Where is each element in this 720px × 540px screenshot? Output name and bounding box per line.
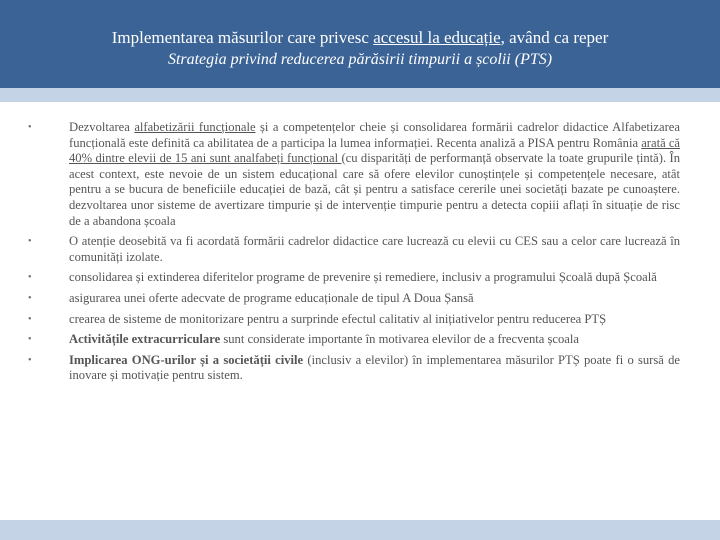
- list-item: [28, 291, 680, 307]
- bullet-icon: •: [28, 292, 32, 304]
- list-item: [28, 270, 680, 286]
- list-item: [28, 353, 680, 384]
- title-part-2: , având ca reper: [500, 28, 609, 47]
- bullet-icon: •: [28, 334, 32, 346]
- link-functional-literacy[interactable]: alfabetizării funcționale: [134, 120, 256, 134]
- content-body: [28, 120, 680, 389]
- list-item: [28, 312, 680, 328]
- bullet-icon: •: [28, 122, 32, 133]
- header-band: [0, 88, 720, 102]
- item-text: O atenție deosebită va fi acordată formării cadrelor didactice care lucrează cu elevii cu CES sau a celor care lucrează în comunități izolate.: [69, 234, 680, 264]
- list-item: [28, 120, 680, 229]
- footer-band: [0, 520, 720, 540]
- item-text: (inclusiv a elevilor) în implementarea măsurilor PTȘ poate fi o sursă de inovare și motivație pentru sistem.: [69, 352, 681, 383]
- item-text: (cu disparități de performanță observate la toate grupurile țintă). În acest context, este nevoie de un sistem educațional care să ofere elevilor cunoștințele și competențele necesare, atât pentru a se bucura de beneficiile educației de bază, cât și pentru a satisface cererile unei societăți bazate pe cunoaștere. dezvoltarea unor sisteme de avertizare timpurie și de intervenție timpurie pentru a detecta copiii aflați în situație de risc de a abandona școala: [69, 151, 680, 228]
- link-pisa-finding[interactable]: arată că 40% dintre elevii de 15 ani sunt analfabeți funcțional: [69, 135, 680, 166]
- page-subtitle: Strategia privind reducerea părăsirii timpurii a școlii (PTS): [167, 51, 553, 68]
- list-item: [28, 234, 680, 265]
- item-text: și a competențelor cheie și consolidarea formării cadrelor didactice Alfabetizarea funcțională este definită ca abilitatea de a participa la lumea informației. Recenta analiză a PISA pentru România: [69, 120, 680, 150]
- bullet-icon: •: [28, 272, 32, 284]
- item-bold-text: Implicarea ONG-urilor și a societății civile: [69, 352, 304, 367]
- title-link-access[interactable]: accesul la educație: [373, 28, 501, 47]
- page-title: [0, 28, 720, 48]
- item-text: consolidarea și extinderea diferitelor programe de prevenire și remediere, inclusiv a programului Școală după Școală: [69, 270, 657, 285]
- bullet-list: [28, 120, 680, 384]
- item-text: crearea de sisteme de monitorizare pentru a surprinde efectul calitativ al inițiativelor pentru reducerea PTȘ: [69, 311, 607, 326]
- title-part-1: Implementarea măsurilor care privesc: [111, 28, 374, 47]
- title-bar: [0, 0, 720, 88]
- item-text: Dezvoltarea: [69, 120, 135, 134]
- item-text: sunt considerate importante în motivarea elevilor de a frecventa școala: [220, 332, 579, 347]
- bullet-icon: •: [28, 313, 32, 325]
- bullet-icon: •: [28, 236, 32, 248]
- item-text: asigurarea unei oferte adecvate de programe educaționale de tipul A Doua Șansă: [69, 290, 474, 305]
- list-item: [28, 332, 680, 348]
- bullet-icon: •: [28, 354, 32, 366]
- item-bold-text: Activitățile extracurriculare: [69, 332, 221, 347]
